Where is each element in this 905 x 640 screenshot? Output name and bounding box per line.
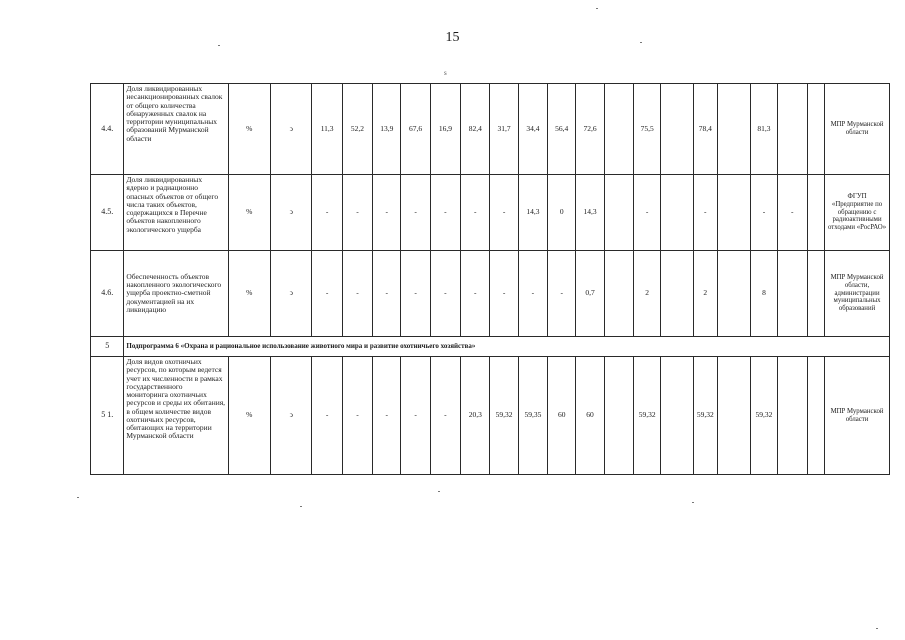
value-cell: 67,6 (401, 84, 430, 175)
indicator-name: Доля ликвидированных несанкционированных свалок от общего количества обнаруженных свалок на территории муниципальных образований Мурманской области (124, 84, 228, 175)
value-cell (807, 175, 824, 251)
value-cell: 81,3 (751, 84, 777, 175)
table-row (91, 251, 890, 337)
unit-cell: % (228, 175, 270, 251)
value-cell (717, 175, 750, 251)
value-cell (807, 84, 824, 175)
scan-speck (438, 491, 440, 492)
value-cell: 16,9 (430, 84, 460, 175)
value-cell (777, 251, 807, 337)
value-cell: 11,3 (312, 84, 342, 175)
value-cell: 59,35 (518, 357, 547, 475)
value-cell: 56,4 (548, 84, 576, 175)
value-cell: - (461, 175, 490, 251)
row-number: 4.4. (91, 84, 124, 175)
indicator-name: Обеспеченность объектов накопленного экологического ущерба проектно-сметной документацией на их ликвидацию (124, 251, 228, 337)
value-cell: - (401, 175, 430, 251)
value-cell: - (751, 175, 777, 251)
value-cell: - (490, 175, 518, 251)
value-cell: 59,32 (693, 357, 717, 475)
responsible-cell: ФГУП «Предприятие по обращению с радиоактивными отходами «РосРАО» (825, 175, 890, 251)
mark-cell: ↄ (271, 251, 312, 337)
value-cell: 52,2 (342, 84, 372, 175)
table-row (91, 175, 890, 251)
value-cell: 72,6 (576, 84, 604, 175)
value-cell (661, 84, 693, 175)
value-cell: - (401, 357, 430, 475)
value-cell: 2 (693, 251, 717, 337)
row-number: 5 (91, 337, 124, 357)
responsible-cell: МПР Мурманской области (825, 84, 890, 175)
value-cell: - (342, 175, 372, 251)
table-row (91, 84, 890, 175)
row-number: 4.5. (91, 175, 124, 251)
scan-speck (692, 502, 694, 503)
value-cell (717, 357, 750, 475)
value-cell (604, 84, 633, 175)
value-cell (604, 251, 633, 337)
page-mark: s (444, 69, 447, 77)
value-cell: 14,3 (576, 175, 604, 251)
value-cell: 75,5 (634, 84, 661, 175)
value-cell: 13,9 (373, 84, 401, 175)
value-cell: - (548, 251, 576, 337)
unit-cell: % (228, 251, 270, 337)
indicator-name: Доля ликвидированных ядерно и радиационно опасных объектов от общего числа таких объектов, содержащихся в Перечне объектов накопленного экологического ущерба (124, 175, 228, 251)
value-cell: - (401, 251, 430, 337)
page-number: 15 (445, 30, 460, 45)
value-cell: - (490, 251, 518, 337)
scan-speck (596, 8, 598, 9)
value-cell: 78,4 (693, 84, 717, 175)
value-cell: - (373, 251, 401, 337)
value-cell: - (430, 357, 460, 475)
value-cell: - (430, 251, 460, 337)
value-cell: - (777, 175, 807, 251)
value-cell: 60 (576, 357, 604, 475)
value-cell (777, 84, 807, 175)
value-cell: - (461, 251, 490, 337)
value-cell (661, 357, 693, 475)
row-number: 4.6. (91, 251, 124, 337)
value-cell: - (634, 175, 661, 251)
mark-cell: ↄ (271, 84, 312, 175)
value-cell: - (430, 175, 460, 251)
value-cell: - (312, 175, 342, 251)
scan-speck (876, 628, 878, 629)
subprogram-title: Подпрограмма 6 «Охрана и рациональное использование животного мира и развитие охотничьего хозяйства» (124, 337, 890, 357)
scan-speck (640, 42, 642, 43)
table-row (91, 357, 890, 475)
unit-cell: % (228, 84, 270, 175)
value-cell: 2 (634, 251, 661, 337)
scan-speck (300, 506, 302, 507)
unit-cell: % (228, 357, 270, 475)
value-cell: 14,3 (518, 175, 547, 251)
scan-speck (218, 45, 220, 46)
value-cell (661, 251, 693, 337)
value-cell (604, 175, 633, 251)
value-cell: - (342, 357, 372, 475)
value-cell: - (518, 251, 547, 337)
row-number: 5 1. (91, 357, 124, 475)
responsible-cell: МПР Мурманской области (825, 357, 890, 475)
mark-cell: ↄ (271, 357, 312, 475)
value-cell: - (342, 251, 372, 337)
value-cell: 20,3 (461, 357, 490, 475)
subprogram-row (91, 337, 890, 357)
value-cell: - (312, 251, 342, 337)
value-cell (661, 175, 693, 251)
value-cell: 0 (548, 175, 576, 251)
value-cell: - (373, 357, 401, 475)
value-cell (807, 357, 824, 475)
value-cell (807, 251, 824, 337)
value-cell: 8 (751, 251, 777, 337)
value-cell: 82,4 (461, 84, 490, 175)
value-cell (777, 357, 807, 475)
value-cell: 34,4 (518, 84, 547, 175)
value-cell: 31,7 (490, 84, 518, 175)
mark-cell: ↄ (271, 175, 312, 251)
value-cell: 59,32 (490, 357, 518, 475)
value-cell: - (373, 175, 401, 251)
value-cell (604, 357, 633, 475)
value-cell: 60 (548, 357, 576, 475)
indicator-name: Доля видов охотничьих ресурсов, по которым ведется учет их численности в рамках государственного мониторинга охотничьих ресурсов и среды их обитания, в общем количестве видов охотничьих ресурсов, обитающих на территории Мурманской области (124, 357, 228, 475)
value-cell: 59,32 (751, 357, 777, 475)
scan-speck (77, 497, 79, 498)
value-cell (717, 251, 750, 337)
value-cell: - (312, 357, 342, 475)
value-cell: 59,32 (634, 357, 661, 475)
value-cell: 0,7 (576, 251, 604, 337)
indicators-table (90, 83, 890, 475)
value-cell (717, 84, 750, 175)
value-cell: - (693, 175, 717, 251)
responsible-cell: МПР Мурманской области, администрации муниципальных образований (825, 251, 890, 337)
